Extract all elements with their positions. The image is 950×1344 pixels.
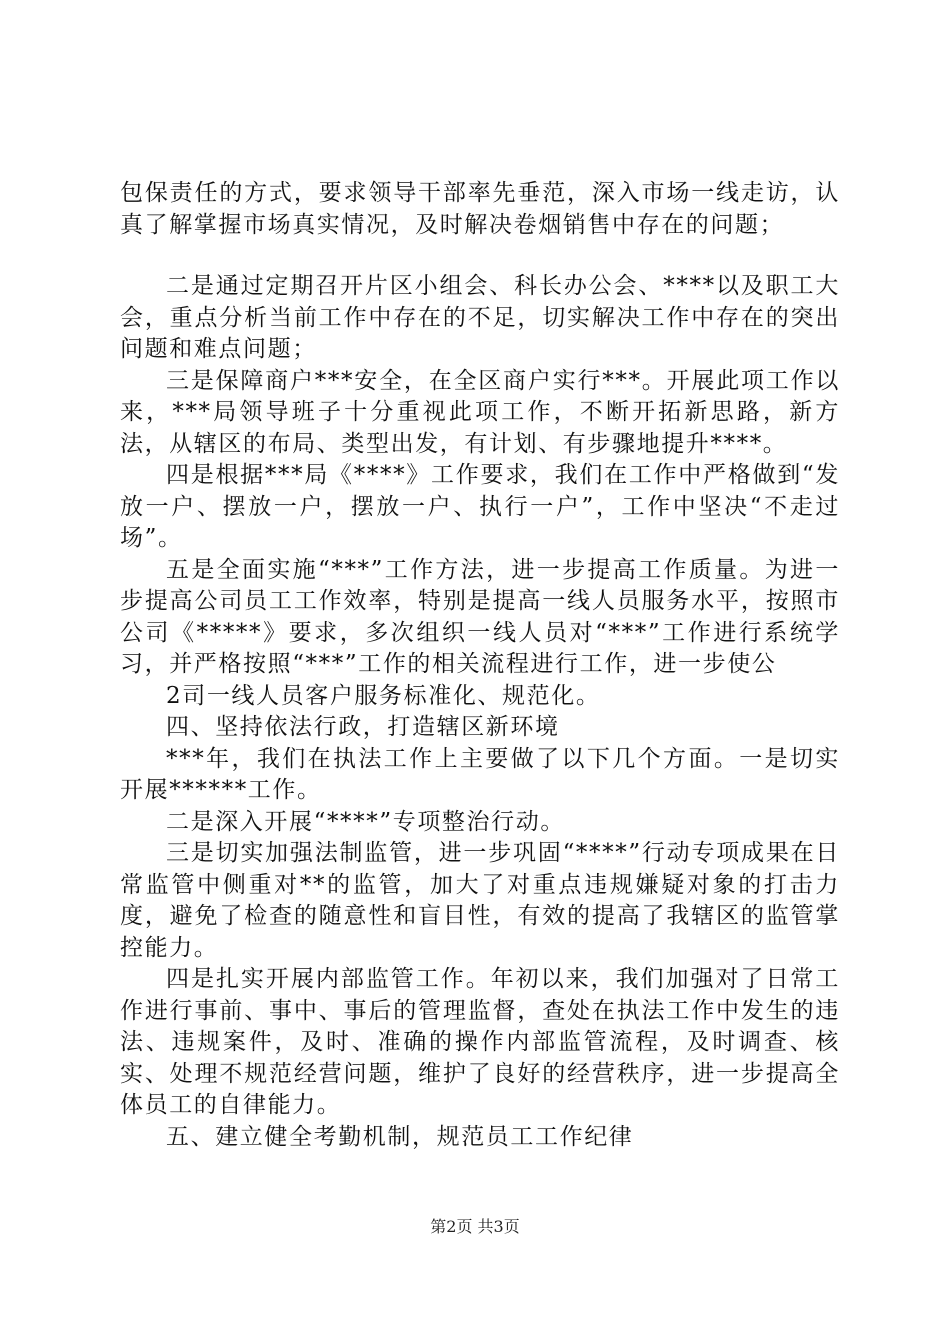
paragraph-enforcement-summary: ***年，我们在执法工作上主要做了以下几个方面。一是切实开展******工作。 bbox=[120, 745, 840, 803]
paragraph-internal-supervision: 四是扎实开展内部监管工作。年初以来，我们加强对了日常工作进行事前、事中、事后的管理监督，查处在执法工作中发生的违法、违规案件，及时、准确的操作内部监管流程，及时调查、核实、处理不规范经营问题，维护了良好的经营秩序，进一步提高全体员工的自律能力。 bbox=[120, 966, 840, 1118]
paragraph-service-standard: 2司一线人员客户服务标准化、规范化。 bbox=[166, 682, 601, 709]
paragraph-work-method: 五是全面实施“***”工作方法，进一步提高工作质量。为进一步提高公司员工工作效率，特别是提高一线人员服务水平，按照市公司《*****》要求，多次组织一线人员对“***”工作进行系统学习，并严格按照“***”工作的相关流程进行工作，进一步使公 bbox=[120, 556, 840, 677]
paragraph-meetings: 二是通过定期召开片区小组会、科长办公会、****以及职工大会，重点分析当前工作中存在的不足，切实解决工作中存在的突出问题和难点问题； bbox=[120, 273, 840, 362]
document-body bbox=[120, 178, 840, 1153]
section-heading-law-enforcement: 四、坚持依法行政，打造辖区新环境 bbox=[166, 714, 560, 740]
section-heading-attendance: 五、建立健全考勤机制，规范员工工作纪律 bbox=[166, 1123, 634, 1150]
page-number-footer: 第2页 共3页 bbox=[430, 1217, 520, 1236]
paragraph-gap bbox=[120, 241, 840, 271]
paragraph-merchant-safety: 三是保障商户***安全，在全区商户实行***。开展此项工作以来，***局领导班子十分重视此项工作，不断开拓新思路，新方法，从辖区的布局、类型出发，有计划、有步骤地提升****。 bbox=[120, 367, 840, 457]
paragraph-legal-supervision: 三是切实加强法制监管，进一步巩固“****”行动专项成果在日常监管中侧重对**的监管，加大了对重点违规嫌疑对象的打击力度，避免了检查的随意性和盲目性，有效的提高了我辖区的监管掌控能力。 bbox=[120, 840, 840, 961]
paragraph-bureau-requirements: 四是根据***局《****》工作要求，我们在工作中严格做到“发放一户、摆放一户，摆放一户、执行一户”，工作中坚决“不走过场”。 bbox=[120, 462, 840, 551]
paragraph-special-action: 二是深入开展“****”专项整治行动。 bbox=[166, 808, 565, 835]
paragraph-responsibility: 包保责任的方式，要求领导干部率先垂范，深入市场一线走访，认真了解掌握市场真实情况，及时解决卷烟销售中存在的问题； bbox=[120, 180, 840, 238]
